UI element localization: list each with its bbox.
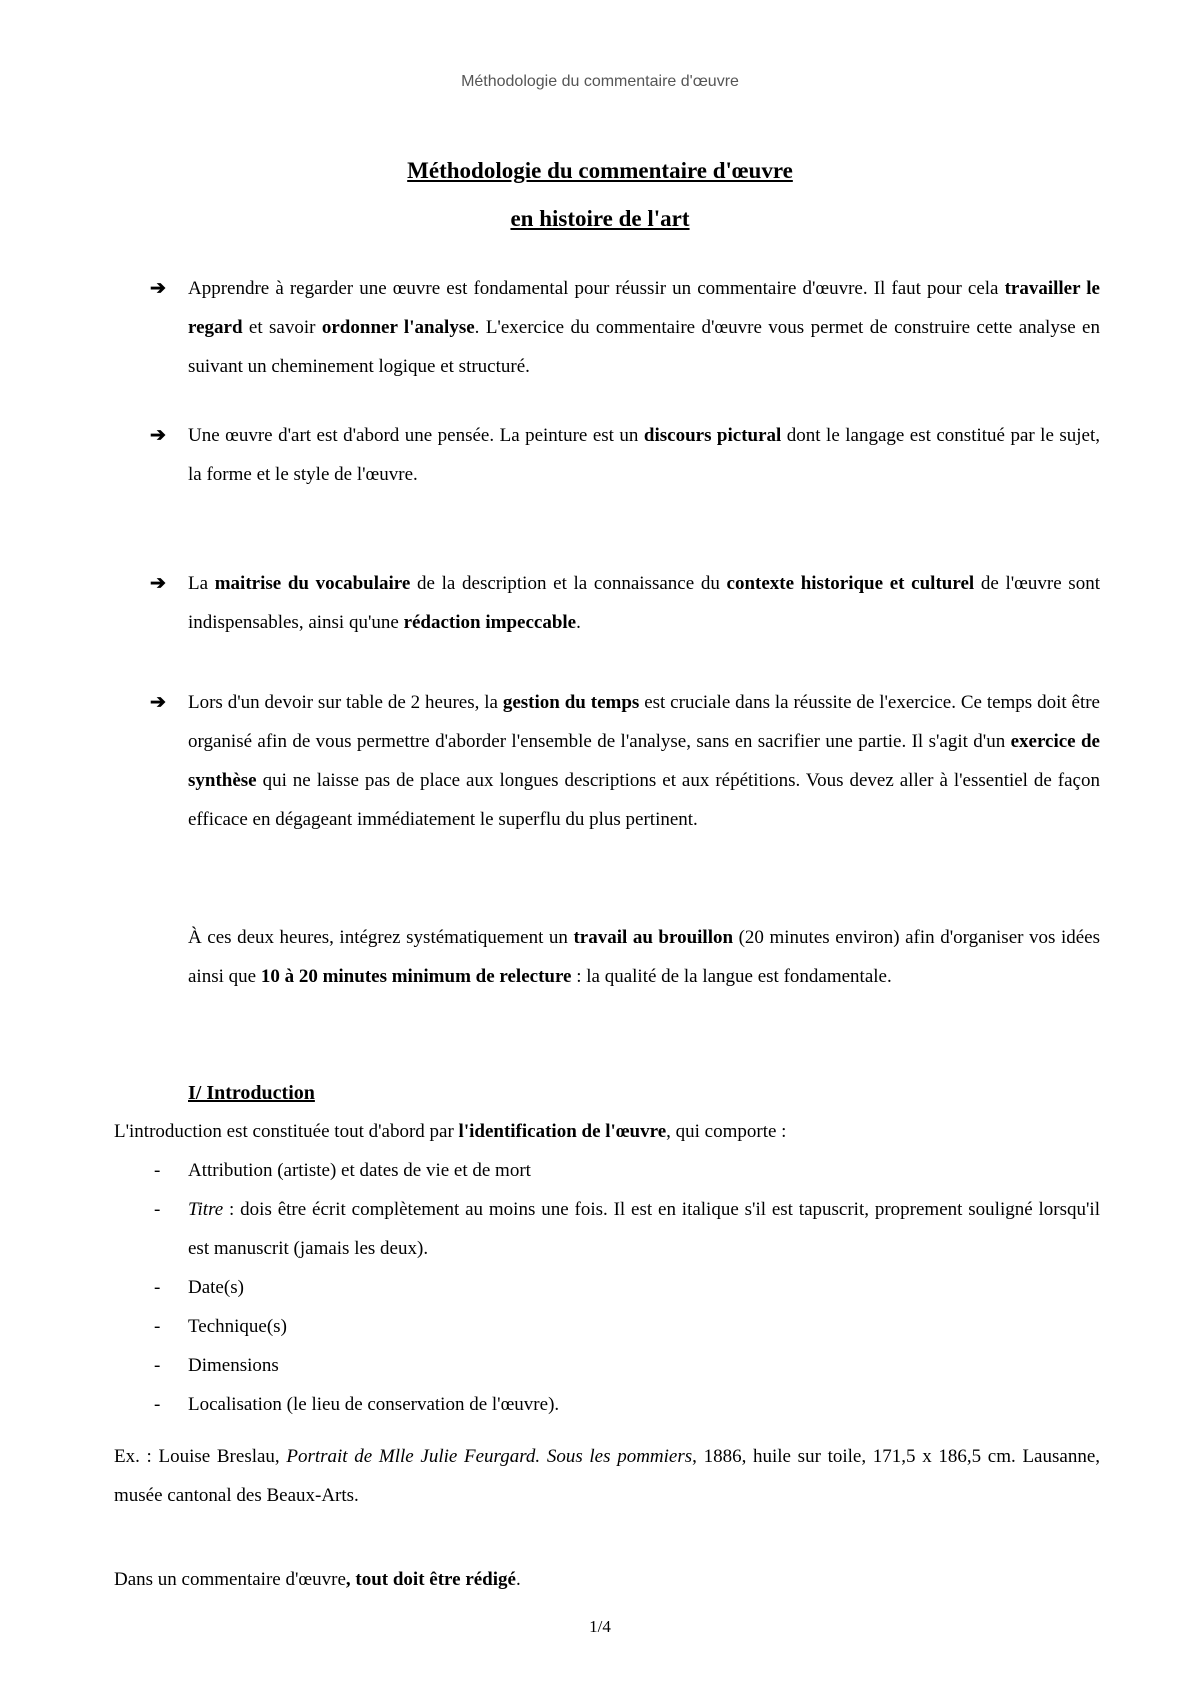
document-title-line-2: en histoire de l'art (510, 206, 690, 231)
bullet-1 (150, 269, 1100, 386)
bullet-3 (150, 564, 1100, 642)
arrow-icon: ➔ (150, 278, 166, 299)
bullet-3-text: La maitrise du vocabulaire de la description et la connaissance du contexte historique et culturel de l'œuvre sont indispensables, ainsi qu'une rédaction impeccable. (188, 573, 1100, 633)
bullet-4 (150, 683, 1100, 839)
bullet-4-text: Lors d'un devoir sur table de 2 heures, la gestion du temps est cruciale dans la réussite de l'exercice. Ce temps doit être organisé afin de vous permettre d'aborder l'ensemble de l'analyse, sans en sacrifier une partie. Il s'agit d'un exercice de synthèse qui ne laisse pas de place aux longues descriptions et aux répétitions. Vous devez aller à l'essentiel de façon efficace en dégageant immédiatement le superflu du plus pertinent. (188, 692, 1100, 830)
list-item: - Dimensions (154, 1355, 279, 1376)
arrow-icon: ➔ (150, 573, 166, 594)
list-item: - Localisation (le lieu de conservation de l'œuvre). (154, 1394, 560, 1415)
bullet-4-continuation: À ces deux heures, intégrez systématiquement un travail au brouillon (20 minutes environ) afin d'organiser vos idées ainsi que 10 à 20 minutes minimum de relecture : la qualité de la langue est fondamentale. (188, 927, 1100, 987)
identification-list (114, 1151, 1100, 1424)
list-item: - Titre : dois être écrit complètement au moins une fois. Il est en italique s'il est tapuscrit, proprement souligné lorsqu'il est manuscrit (jamais les deux). (154, 1199, 1100, 1259)
final-note: Dans un commentaire d'œuvre, tout doit être rédigé. (114, 1569, 521, 1590)
list-item: - Date(s) (154, 1277, 244, 1298)
bullet-2-text: Une œuvre d'art est d'abord une pensée. La peinture est un discours pictural dont le langage est constitué par le sujet, la forme et le style de l'œuvre. (188, 425, 1101, 485)
bullet-1-text: Apprendre à regarder une œuvre est fondamental pour réussir un commentaire d'œuvre. Il faut pour cela travailler le regard et savoir ordonner l'analyse. L'exercice du commentaire d'œuvre vous permet de construire cette analyse en suivant un cheminement logique et structuré. (188, 278, 1100, 377)
bullet-2 (150, 416, 1100, 494)
list-item: - Technique(s) (154, 1316, 287, 1337)
document-title-line-1: Méthodologie du commentaire d'œuvre (407, 158, 793, 183)
example-citation: Ex. : Louise Breslau, Portrait de Mlle Julie Feurgard. Sous les pommiers, 1886, huile sur toile, 171,5 x 186,5 cm. Lausanne, musée cantonal des Beaux-Arts. (114, 1446, 1101, 1506)
list-item: - Attribution (artiste) et dates de vie et de mort (154, 1160, 531, 1181)
section-title-introduction: I/ Introduction (188, 1082, 315, 1104)
arrow-icon: ➔ (150, 425, 166, 446)
running-header: Méthodologie du commentaire d'œuvre (461, 73, 739, 90)
page-number: 1/4 (589, 1617, 611, 1636)
arrow-icon: ➔ (150, 692, 166, 713)
introduction-lead: L'introduction est constituée tout d'abord par l'identification de l'œuvre, qui comporte : (114, 1121, 787, 1142)
